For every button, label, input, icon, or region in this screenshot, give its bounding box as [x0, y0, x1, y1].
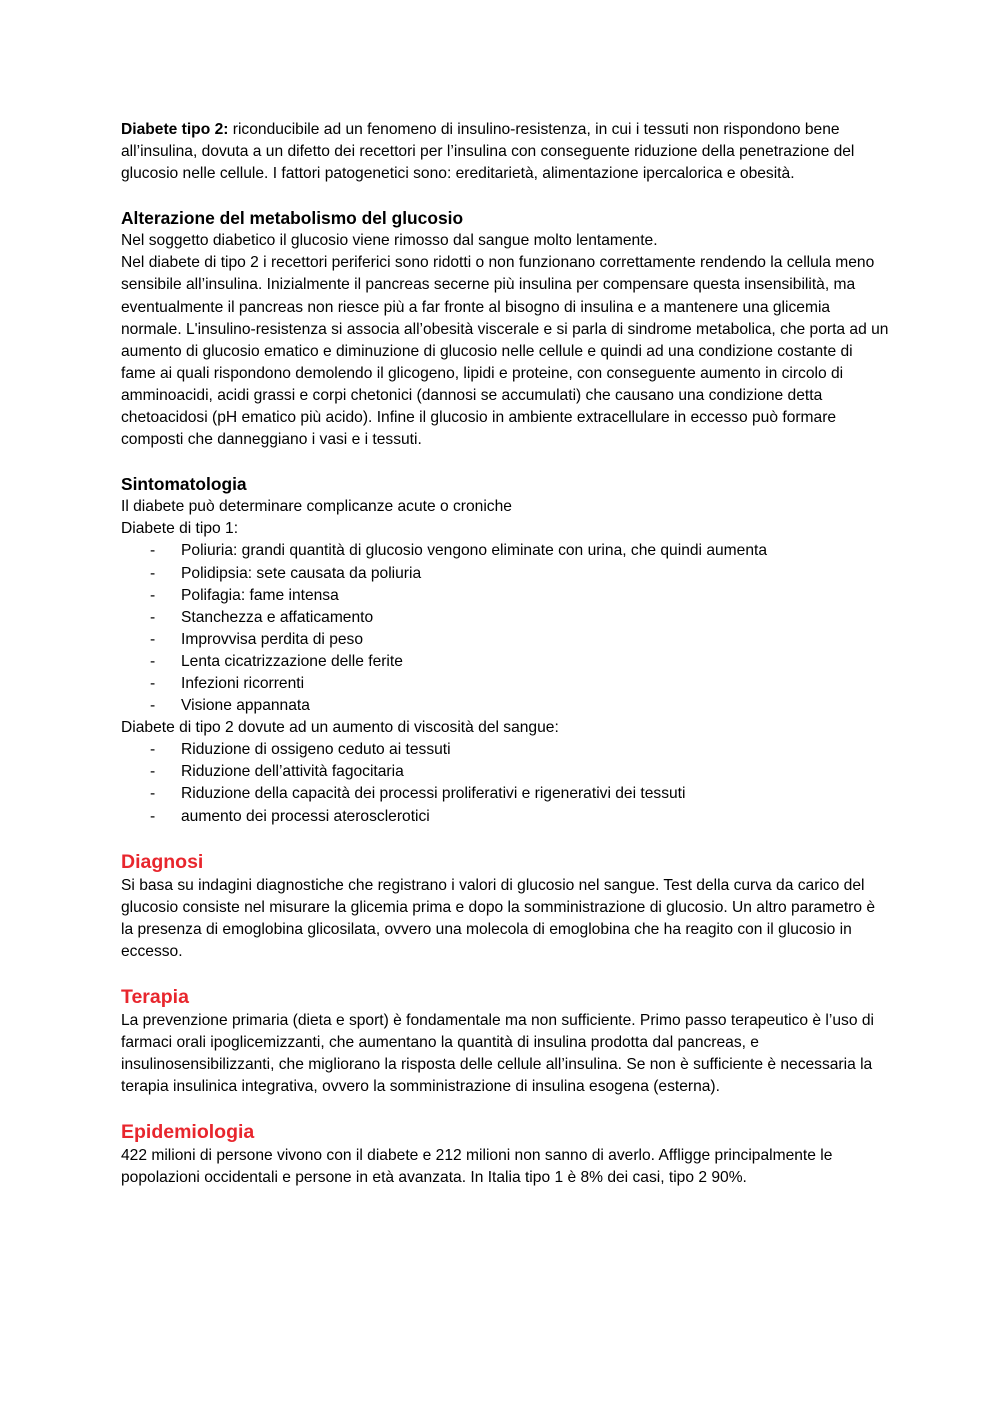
list-item [121, 806, 891, 828]
symptoms-intro: Il diabete può determinare complicanze acute o croniche [121, 498, 512, 516]
diagnosis-paragraph: Si basa su indagini diagnostiche che registrano i valori di glucosio nel sangue. Test della curva da carico del glucosio consiste nel misurare la glicemia prima e dopo la somministrazione di glucosio. Un altro parametro è la presenza di emoglobina glicosilata, ovvero una molecola di emoglobina che ha reagito con il glucosio in eccesso. [121, 876, 876, 960]
dash-bullet: - [150, 807, 156, 825]
intro-label: Diabete tipo 2: [121, 121, 229, 138]
list-item-text: Polidipsia: sete causata da poliuria [181, 564, 422, 582]
list-item-text: aumento dei processi aterosclerotici [181, 807, 430, 825]
spacer [121, 185, 891, 206]
spacer [121, 828, 891, 849]
type1-symptom-list [121, 540, 891, 717]
list-item-text: Visione appannata [181, 697, 310, 715]
symptoms-heading: Sintomatologia [121, 474, 247, 495]
dash-bullet: - [150, 652, 156, 670]
dash-bullet: - [150, 608, 156, 626]
list-item [121, 783, 891, 805]
list-item [121, 629, 891, 651]
list-item-text: Riduzione della capacità dei processi proliferativi e rigenerativi dei tessuti [181, 785, 686, 803]
list-item-text: Stanchezza e affaticamento [181, 608, 374, 626]
dash-bullet: - [150, 564, 156, 582]
diagnosis-heading: Diagnosi [121, 850, 204, 873]
intro-paragraph [121, 119, 891, 185]
list-item-text: Riduzione di ossigeno ceduto ai tessuti [181, 741, 451, 759]
list-item [121, 673, 891, 695]
type1-label: Diabete di tipo 1: [121, 520, 239, 538]
list-item [121, 585, 891, 607]
list-item [121, 651, 891, 673]
list-item-text: Improvvisa perdita di peso [181, 630, 364, 648]
list-item [121, 607, 891, 629]
list-item-text: Polifagia: fame intensa [181, 586, 339, 604]
intro-text: riconducibile ad un fenomeno di insulino-resistenza, in cui i tessuti non rispondono bene all’insulina, dovuta a un difetto dei recettori per l’insulina con conseguente riduzione della penetrazione del glucosio nelle cellule. I fattori patogenetici sono: ereditarietà, alimentazione ipercalorica e obesità. [121, 121, 855, 183]
list-item-text: Infezioni ricorrenti [181, 674, 305, 692]
metabolism-paragraph: Nel diabete di tipo 2 i recettori periferici sono ridotti o non funzionano correttamente rendendo la cellula meno sensibile all’insulina. Inizialmente il pancreas secerne più insulina per compensare questa insensibilità, ma eventualmente il pancreas non riesce più a far fronte al bisogno di insulina e a mantenere una glicemia normale. L'insulino-resistenza si associa all’obesità viscerale e si parla di sindrome metabolica, che porta ad un aumento di glucosio ematico e diminuzione di glucosio nelle cellule e quindi ad una condizione costante di fame ai quali rispondono demolendo il glicogeno, lipidi e proteine, con conseguente aumento in circolo di amminoacidi, acidi grassi e corpi chetonici (dannosi se accumulati) che causano una condizione detta chetoacidosi (pH ematico più acido). Infine il glucosio in ambiente extracellulare in eccesso può formare composti che danneggiano i vasi e i tessuti. [121, 254, 889, 449]
document-page [121, 119, 891, 1190]
dash-bullet: - [150, 630, 156, 648]
list-item-text: Riduzione dell’attività fagocitaria [181, 763, 404, 781]
epidemiology-paragraph: 422 milioni di persone vivono con il diabete e 212 milioni non sanno di averlo. Affligge principalmente le popolazioni occidentali e persone in età avanzata. In Italia tipo 1 è 8% dei casi, tipo 2 90%. [121, 1147, 833, 1187]
list-item-text: Poliuria: grandi quantità di glucosio vengono eliminate con urina, che quindi aumenta [181, 542, 768, 560]
list-item [121, 761, 891, 783]
dash-bullet: - [150, 785, 156, 803]
metabolism-line: Nel soggetto diabetico il glucosio viene rimosso dal sangue molto lentamente. [121, 232, 658, 250]
dash-bullet: - [150, 586, 156, 604]
spacer [121, 451, 891, 472]
therapy-heading: Terapia [121, 986, 189, 1008]
list-item [121, 739, 891, 761]
metabolism-heading: Alterazione del metabolismo del glucosio [121, 208, 464, 229]
type2-label: Diabete di tipo 2 dovute ad un aumento di viscosità del sangue: [121, 719, 559, 737]
spacer [121, 963, 891, 984]
dash-bullet: - [150, 741, 156, 759]
dash-bullet: - [150, 674, 156, 692]
spacer [121, 1098, 891, 1119]
list-item [121, 540, 891, 562]
epidemiology-heading: Epidemiologia [121, 1121, 255, 1144]
list-item-text: Lenta cicatrizzazione delle ferite [181, 652, 403, 670]
dash-bullet: - [150, 697, 156, 715]
therapy-paragraph: La prevenzione primaria (dieta e sport) è fondamentale ma non sufficiente. Primo passo terapeutico è l’uso di farmaci orali ipoglicemizzanti, che aumentano la quantità di insulina prodotta dal pancreas, e insulinosensibilizzanti, che migliorano la risposta delle cellule all’insulina. Se non è sufficiente è necessaria la terapia insulinica integrativa, ovvero la somministrazione di insulina esogena (esterna). [121, 1012, 874, 1096]
type2-symptom-list [121, 739, 891, 827]
list-item [121, 563, 891, 585]
list-item [121, 695, 891, 717]
dash-bullet: - [150, 763, 156, 781]
dash-bullet: - [150, 542, 156, 560]
